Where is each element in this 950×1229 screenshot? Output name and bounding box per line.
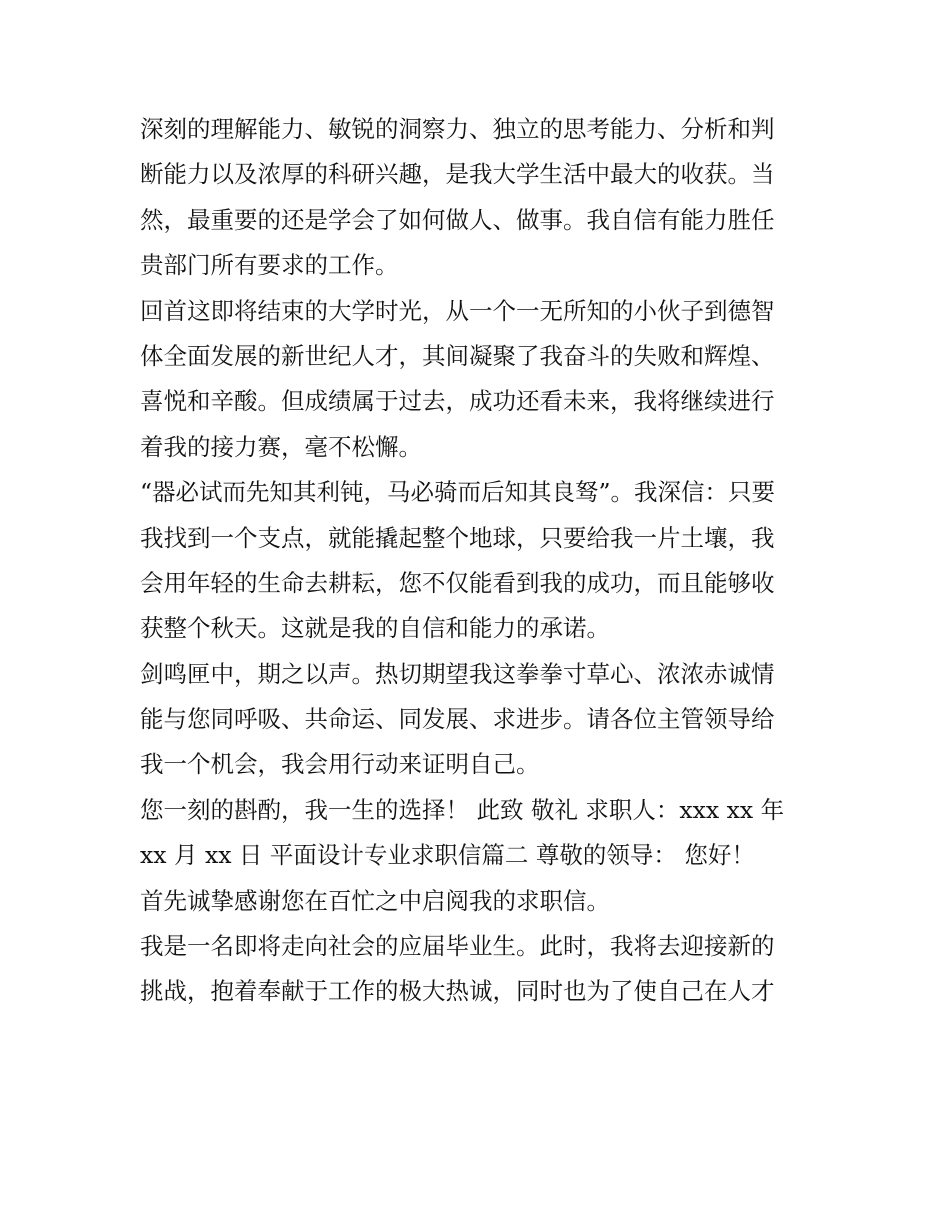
- text-line: 然，最重要的还是学会了如何做人、做事。我自信有能力胜任: [140, 205, 775, 234]
- text-line: 体全面发展的新世纪人才，其间凝聚了我奋斗的失败和辉煌、: [140, 341, 775, 370]
- text-line: 贵部门所有要求的工作。: [140, 251, 399, 280]
- text-line: 挑战，抱着奉献于工作的极大热诚，同时也为了使自己在人才: [140, 977, 775, 1006]
- text-line: 我是一名即将走向社会的应届毕业生。此时，我将去迎接新的: [140, 932, 775, 961]
- text-line: 我找到一个支点，就能撬起整个地球，只要给我一片土壤，我: [140, 523, 775, 552]
- text-line: 剑鸣匣中，期之以声。热切期望我这拳拳寸草心、浓浓赤诚情: [140, 659, 775, 688]
- text-line: 断能力以及浓厚的科研兴趣，是我大学生活中最大的收获。当: [140, 160, 775, 189]
- text-line: xx 月 xx 日 平面设计专业求职信篇二 尊敬的领导： 您好！: [140, 841, 755, 870]
- text-line: 深刻的理解能力、敏锐的洞察力、独立的思考能力、分析和判: [140, 115, 775, 143]
- text-line: 您一刻的斟酌，我一生的选择！ 此致 敬礼 求职人：xxx xx 年: [140, 795, 785, 824]
- body-text: [140, 107, 812, 1015]
- text-line: 会用年轻的生命去耕耘，您不仅能看到我的成功，而且能够收: [140, 568, 775, 597]
- text-line: 能与您同呼吸、共命运、同发展、求进步。请各位主管领导给: [140, 705, 775, 734]
- text-line: 首先诚挚感谢您在百忙之中启阅我的求职信。: [140, 886, 610, 915]
- text-line: 回首这即将结束的大学时光，从一个一无所知的小伙子到德智: [140, 296, 775, 325]
- text-line: 喜悦和辛酸。但成绩属于过去，成功还看未来，我将继续进行: [140, 387, 775, 416]
- text-line: “器必试而先知其利钝，马必骑而后知其良驽”。我深信：只要: [140, 478, 776, 507]
- text-line: 着我的接力赛，毫不松懈。: [140, 432, 422, 461]
- text-line: 我一个机会，我会用行动来证明自己。: [140, 750, 540, 779]
- text-line: 获整个秋天。这就是我的自信和能力的承诺。: [140, 614, 610, 643]
